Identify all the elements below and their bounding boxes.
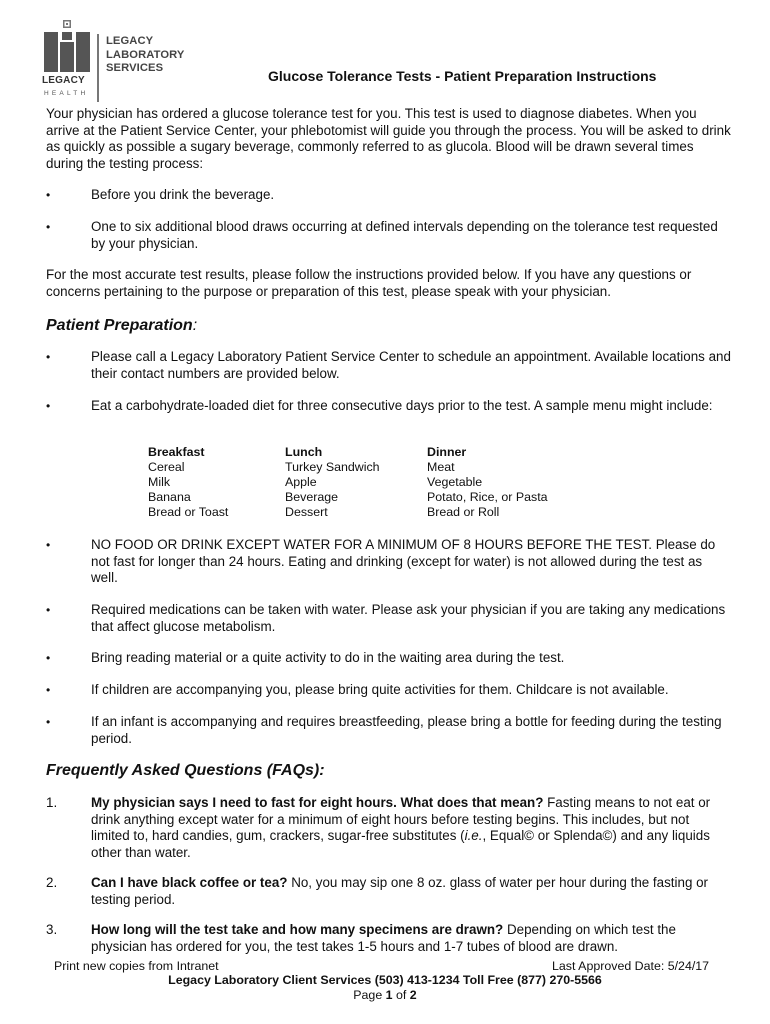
menu-dinner-heading: Dinner [427,445,467,459]
logo-line-1: LEGACY [106,35,154,47]
accuracy-note: For the most accurate test results, please follow the instructions provided below. If you have any questions or concerns pertaining to the purpose or preparation of this test, please speak with your physician. [46,267,692,299]
menu-item: Meat [427,460,455,474]
faq-text [91,875,731,908]
logo-brand-text [106,35,184,76]
menu-lunch-column [285,445,425,520]
bullet-text: If children are accompanying you, please bring quite activities for them. Childcare is not available. [91,682,669,697]
bullet-icon: • [46,651,51,665]
bullet-icon: • [46,188,51,202]
faq-number: 3. [46,922,58,937]
menu-item: Banana [148,490,191,504]
faq-number: 1. [46,795,58,810]
bullet-icon: • [46,220,51,234]
logo-divider [97,34,99,102]
footer-page-number [0,988,770,1002]
heading-text: Patient Preparation [46,317,193,334]
faq-question: How long will the test take and how many specimens are drawn? [91,922,504,937]
menu-item: Beverage [285,490,339,504]
menu-breakfast-heading: Breakfast [148,445,205,459]
faq-answer: , Equal© or Splenda©) and any liquids other than water. [91,828,710,860]
menu-item: Cereal [148,460,185,474]
footer-approved-date: Last Approved Date: 5/24/17 [552,959,710,973]
logo-line-2: LABORATORY [106,48,185,61]
bullet-text: Required medications can be taken with water. Please ask your physician if you are taking any medications that affect glucose metabolism. [91,602,726,634]
faq-text [91,922,731,955]
menu-item: Potato, Rice, or Pasta [427,490,548,504]
bullet-text: Please call a Legacy Laboratory Patient Service Center to schedule an appointment. Available locations and their contact numbers are provided below. [91,349,731,381]
logo-legacy-text: LEGACY [42,75,85,86]
bullet-text: NO FOOD OR DRINK EXCEPT WATER FOR A MINIMUM OF 8 HOURS BEFORE THE TEST. Please do not fast for longer than 24 hours. Eating and drinking (except for water) is not allowed during the test as well. [91,537,716,585]
logo-line-3: SERVICES [106,62,164,74]
patient-preparation-heading [46,317,197,335]
faq-answer: Fasting means to not eat or drink anything except water for a minimum of eight hours before testing begins. This includes, but not limited to, hard candies, gum, crackers, sugar-free substitutes ( [91,795,711,843]
footer-print-note: Print new copies from Intranet [54,959,219,973]
bullet-icon: • [46,399,51,413]
menu-dinner-column [427,445,567,520]
menu-item: Vegetable [427,475,483,489]
menu-item: Bread or Toast [148,505,229,519]
faq-question: My physician says I need to fast for eight hours. What does that mean? [91,795,544,810]
bullet-icon: • [46,715,51,729]
page-of: of [392,988,410,1002]
faq-answer: Depending on which test the physician has ordered for you, the test takes 1-5 hours and 1-7 tubes of blood are drawn. [91,922,676,954]
menu-item: Apple [285,475,317,489]
menu-breakfast-column [148,445,288,520]
menu-item: Bread or Roll [427,505,500,519]
faq-question: Can I have black coffee or tea? [91,875,288,890]
bullet-text: One to six additional blood draws occurring at defined intervals depending on the tolerance test requested by your physician. [91,219,718,251]
bullet-icon: • [46,538,51,552]
intro-paragraph: Your physician has ordered a glucose tolerance test for you. This test is used to diagnose diabetes. When you arrive at the Patient Service Center, your phlebotomist will guide you through the process. You will be asked to drink as quickly as possible a sugary beverage, commonly referred to as glucola. Blood will be drawn several times during the testing process: [46,106,731,171]
page-total: 2 [409,988,417,1002]
faq-number: 2. [46,875,58,890]
bullet-text: Bring reading material or a quite activity to do in the waiting area during the test. [91,650,565,665]
legacy-logo [42,20,202,98]
document-title: Glucose Tolerance Tests - Patient Preparation Instructions [268,68,657,84]
bullet-icon: • [46,683,51,697]
menu-item: Dessert [285,505,328,519]
menu-lunch-heading: Lunch [285,445,323,459]
faq-heading: Frequently Asked Questions (FAQs): [46,762,325,779]
faq-text [91,795,731,861]
page-label: Page [353,988,386,1002]
legacy-health-logo-icon [42,20,94,76]
logo-health-text: HEALTH [44,90,89,97]
bullet-text: If an infant is accompanying and requires breastfeeding, please bring a bottle for feeding during the testing period. [91,714,722,746]
bullet-icon: • [46,350,51,364]
bullet-text: Eat a carbohydrate-loaded diet for three consecutive days prior to the test. A sample menu might include: [91,398,713,413]
menu-item: Milk [148,475,171,489]
menu-item: Turkey Sandwich [285,460,380,474]
page-current: 1 [385,988,393,1002]
footer-contact: Legacy Laboratory Client Services (503) 413-1234 Toll Free (877) 270-5566 [168,973,602,987]
faq-answer: No, you may sip one 8 oz. glass of water per hour during the fasting or testing period. [91,875,709,907]
bullet-text: Before you drink the beverage. [91,187,275,202]
faq-answer-ie: i.e. [464,828,483,843]
bullet-icon: • [46,603,51,617]
heading-colon: : [192,317,198,334]
